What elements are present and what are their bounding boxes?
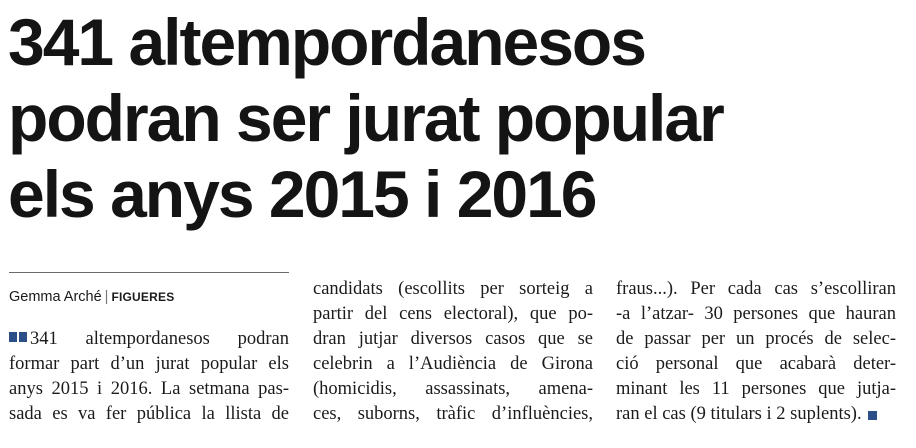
- body-line: ció personal que acabarà deter-: [616, 354, 896, 374]
- headline: [8, 4, 908, 232]
- headline-line-1: 341 altempordanesos: [8, 5, 645, 79]
- body-line: anys 2015 i 2016. La setmana pas-: [9, 379, 289, 399]
- body-line-text: 341 altempordanesos podran: [30, 329, 289, 349]
- body-line: dran jutjar diversos casos que se: [313, 329, 593, 349]
- byline: [9, 272, 289, 306]
- headline-line-3: els anys 2015 i 2016: [8, 157, 596, 231]
- body-line: -a l’atzar- 30 persones que hauran: [616, 304, 896, 324]
- lead-square-icon: [9, 332, 27, 342]
- article-column-3: [616, 277, 896, 427]
- article-column-2: [313, 277, 593, 427]
- body-line: de passar per un procés de selec-: [616, 329, 896, 349]
- end-square-icon: [868, 411, 877, 420]
- body-line: [9, 327, 289, 352]
- byline-separator: |: [104, 289, 109, 305]
- body-line: formar part d’un jurat popular els: [9, 354, 289, 374]
- body-line: partir del cens electoral), que po-: [313, 304, 593, 324]
- body-line: celebrin a l’Audiència de Girona: [313, 354, 593, 374]
- body-line: fraus...). Per cada cas s’escolliran: [616, 279, 896, 299]
- article-column-1: [9, 327, 289, 427]
- body-line-text: ran el cas (9 titulars i 2 suplents).: [616, 404, 862, 424]
- body-line-final: [616, 402, 896, 427]
- byline-author: Gemma Arché: [9, 289, 102, 305]
- headline-line-2: podran ser jurat popular: [8, 81, 723, 155]
- body-line: minant les 11 persones que jutja-: [616, 379, 896, 399]
- body-line: (homicidis, assassinats, amena-: [313, 379, 593, 399]
- byline-location: FIGUERES: [111, 290, 175, 304]
- body-line: sada es va fer pública la llista de: [9, 404, 289, 424]
- body-line: ces, suborns, tràfic d’influències,: [313, 404, 593, 424]
- body-line: candidats (escollits per sorteig a: [313, 279, 593, 299]
